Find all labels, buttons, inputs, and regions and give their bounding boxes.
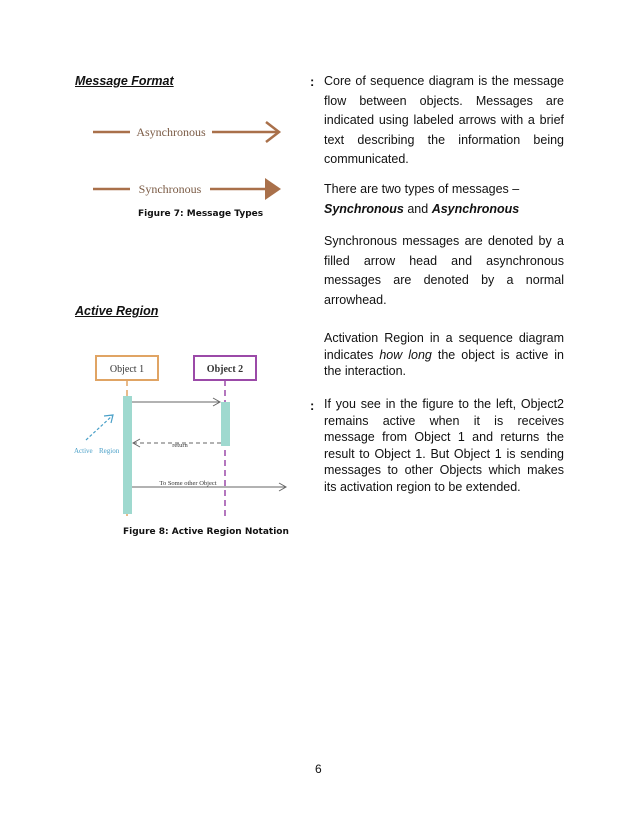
message-types-statement	[324, 180, 564, 219]
and-text: and	[403, 201, 432, 216]
message-arrowhead-description: Synchronous messages are denoted by a filled arrow head and asynchronous messages are denoted by a normal arrowhead.	[324, 234, 564, 307]
object1-label: Object 1	[109, 364, 145, 375]
colon-separator-2: :	[310, 398, 315, 413]
figure-7-caption: Figure 7: Message Types	[138, 209, 264, 219]
message-types-figure	[88, 118, 288, 208]
synchronous-term: Synchronous	[324, 201, 404, 216]
object2-activation-bar	[221, 402, 230, 446]
other-object-label: To Some other Object	[159, 480, 217, 487]
activation-text-a: Activation Region in a sequence diagram indicates	[324, 331, 564, 362]
object1-activation-bar	[123, 396, 132, 514]
section-heading-active-region: Active Region	[75, 304, 159, 318]
activation-text-b: the object is active in the interaction.	[324, 347, 564, 378]
message-format-description: Core of sequence diagram is the message flow between objects. Messages are indicated using labeled arrows with a brief text describing the information being communicated.	[324, 74, 564, 166]
activation-region-description	[324, 330, 564, 380]
active-region-label-line2: Region	[99, 447, 120, 455]
active-region-label-line1: Active	[74, 447, 93, 455]
page-number: 6	[315, 762, 322, 776]
call-arrow	[132, 398, 220, 406]
object2-label: Object 2	[206, 364, 244, 375]
sync-label: Synchronous	[138, 182, 202, 196]
async-label: Asynchronous	[136, 125, 206, 139]
figure-8-caption: Figure 8: Active Region Notation	[123, 527, 289, 537]
active-region-pointer	[86, 416, 112, 440]
active-region-figure	[70, 352, 300, 522]
asynchronous-term: Asynchronous	[431, 201, 520, 216]
colon-separator: :	[310, 74, 315, 89]
return-label: return	[172, 442, 188, 449]
object2-explanation: If you see in the figure to the left, Object2 remains active when it is receives message from Object 1 and returns the result to Object 1. But Object 1 is sending messages to other Objects which makes its activation region to be extended.	[324, 397, 564, 494]
message-types-text: There are two types of messages –	[324, 182, 520, 196]
section-heading-message-format: Message Format	[75, 74, 174, 88]
how-long-term: how long	[379, 347, 432, 362]
